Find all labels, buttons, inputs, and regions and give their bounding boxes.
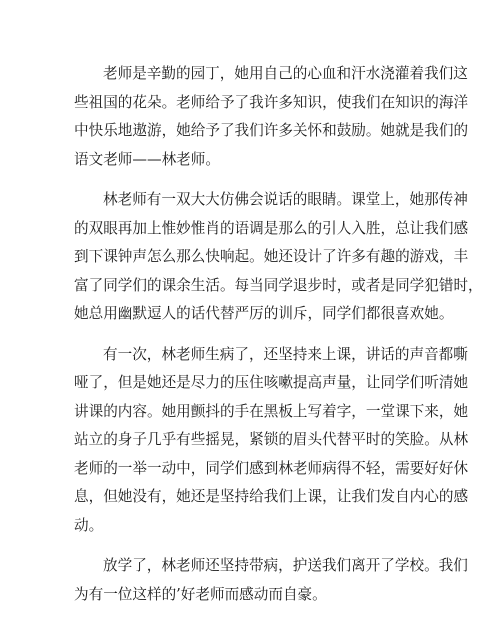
paragraph-4	[74, 552, 468, 609]
text-line: 中快乐地遨游，她给予了我们许多关怀和鼓励。她就是我们的	[74, 122, 469, 139]
text-line: 语文老师——林老师。	[74, 150, 220, 168]
text-line: 她总用幽默逗人的话代替严厉的训斥，同学们都很喜欢她。	[74, 305, 454, 322]
text-line: 有一次，林老师生病了，还坚持来上课，讲话的声音都嘶	[103, 345, 468, 363]
text-line: 为有一位这样的’好老师而感动而自豪。	[74, 585, 327, 603]
text-line: 息，但她没有，她还是坚持给我们上课，让我们发自内心的感	[74, 488, 469, 505]
text-line: 哑了，但是她还是尽力的压住咳嗽提高声量，让同学们听清她	[74, 374, 469, 391]
text-line: 富了同学们的课余生活。每当同学退步时，或者是同学犯错时，	[74, 276, 483, 294]
paragraph-1	[74, 60, 469, 174]
text-line: 站立的身子几乎有些摇晃，紧锁的眉头代替平时的笑脸。从林	[74, 431, 469, 448]
paragraph-3	[74, 341, 469, 541]
text-line: 放学了，林老师还坚持带病，护送我们离开了学校。我们	[103, 557, 468, 574]
paragraph-2	[74, 186, 483, 329]
text-line: 的双眼再加上惟妙惟肖的语调是那么的引人入胜，总让我们感	[74, 219, 469, 237]
text-line: 讲课的内容。她用颤抖的手在黑板上写着字，一堂课下来，她	[74, 402, 469, 420]
text-line: 到下课钟声怎么那么快响起。她还设计了许多有趣的游戏，丰	[74, 248, 469, 265]
text-line: 些祖国的花朵。老师给予了我许多知识，使我们在知识的海洋	[74, 93, 469, 111]
text-line: 老师的一举一动中，同学们感到林老师病得不轻，需要好好休	[74, 459, 469, 477]
text-line: 林老师有一双大大仿佛会说话的眼睛。课堂上，她那传神	[103, 191, 468, 208]
text-line: 动。	[74, 516, 104, 534]
text-line: 老师是辛勤的园丁，她用自己的心血和汗水浇灌着我们这	[103, 65, 468, 82]
document-body	[74, 60, 483, 621]
